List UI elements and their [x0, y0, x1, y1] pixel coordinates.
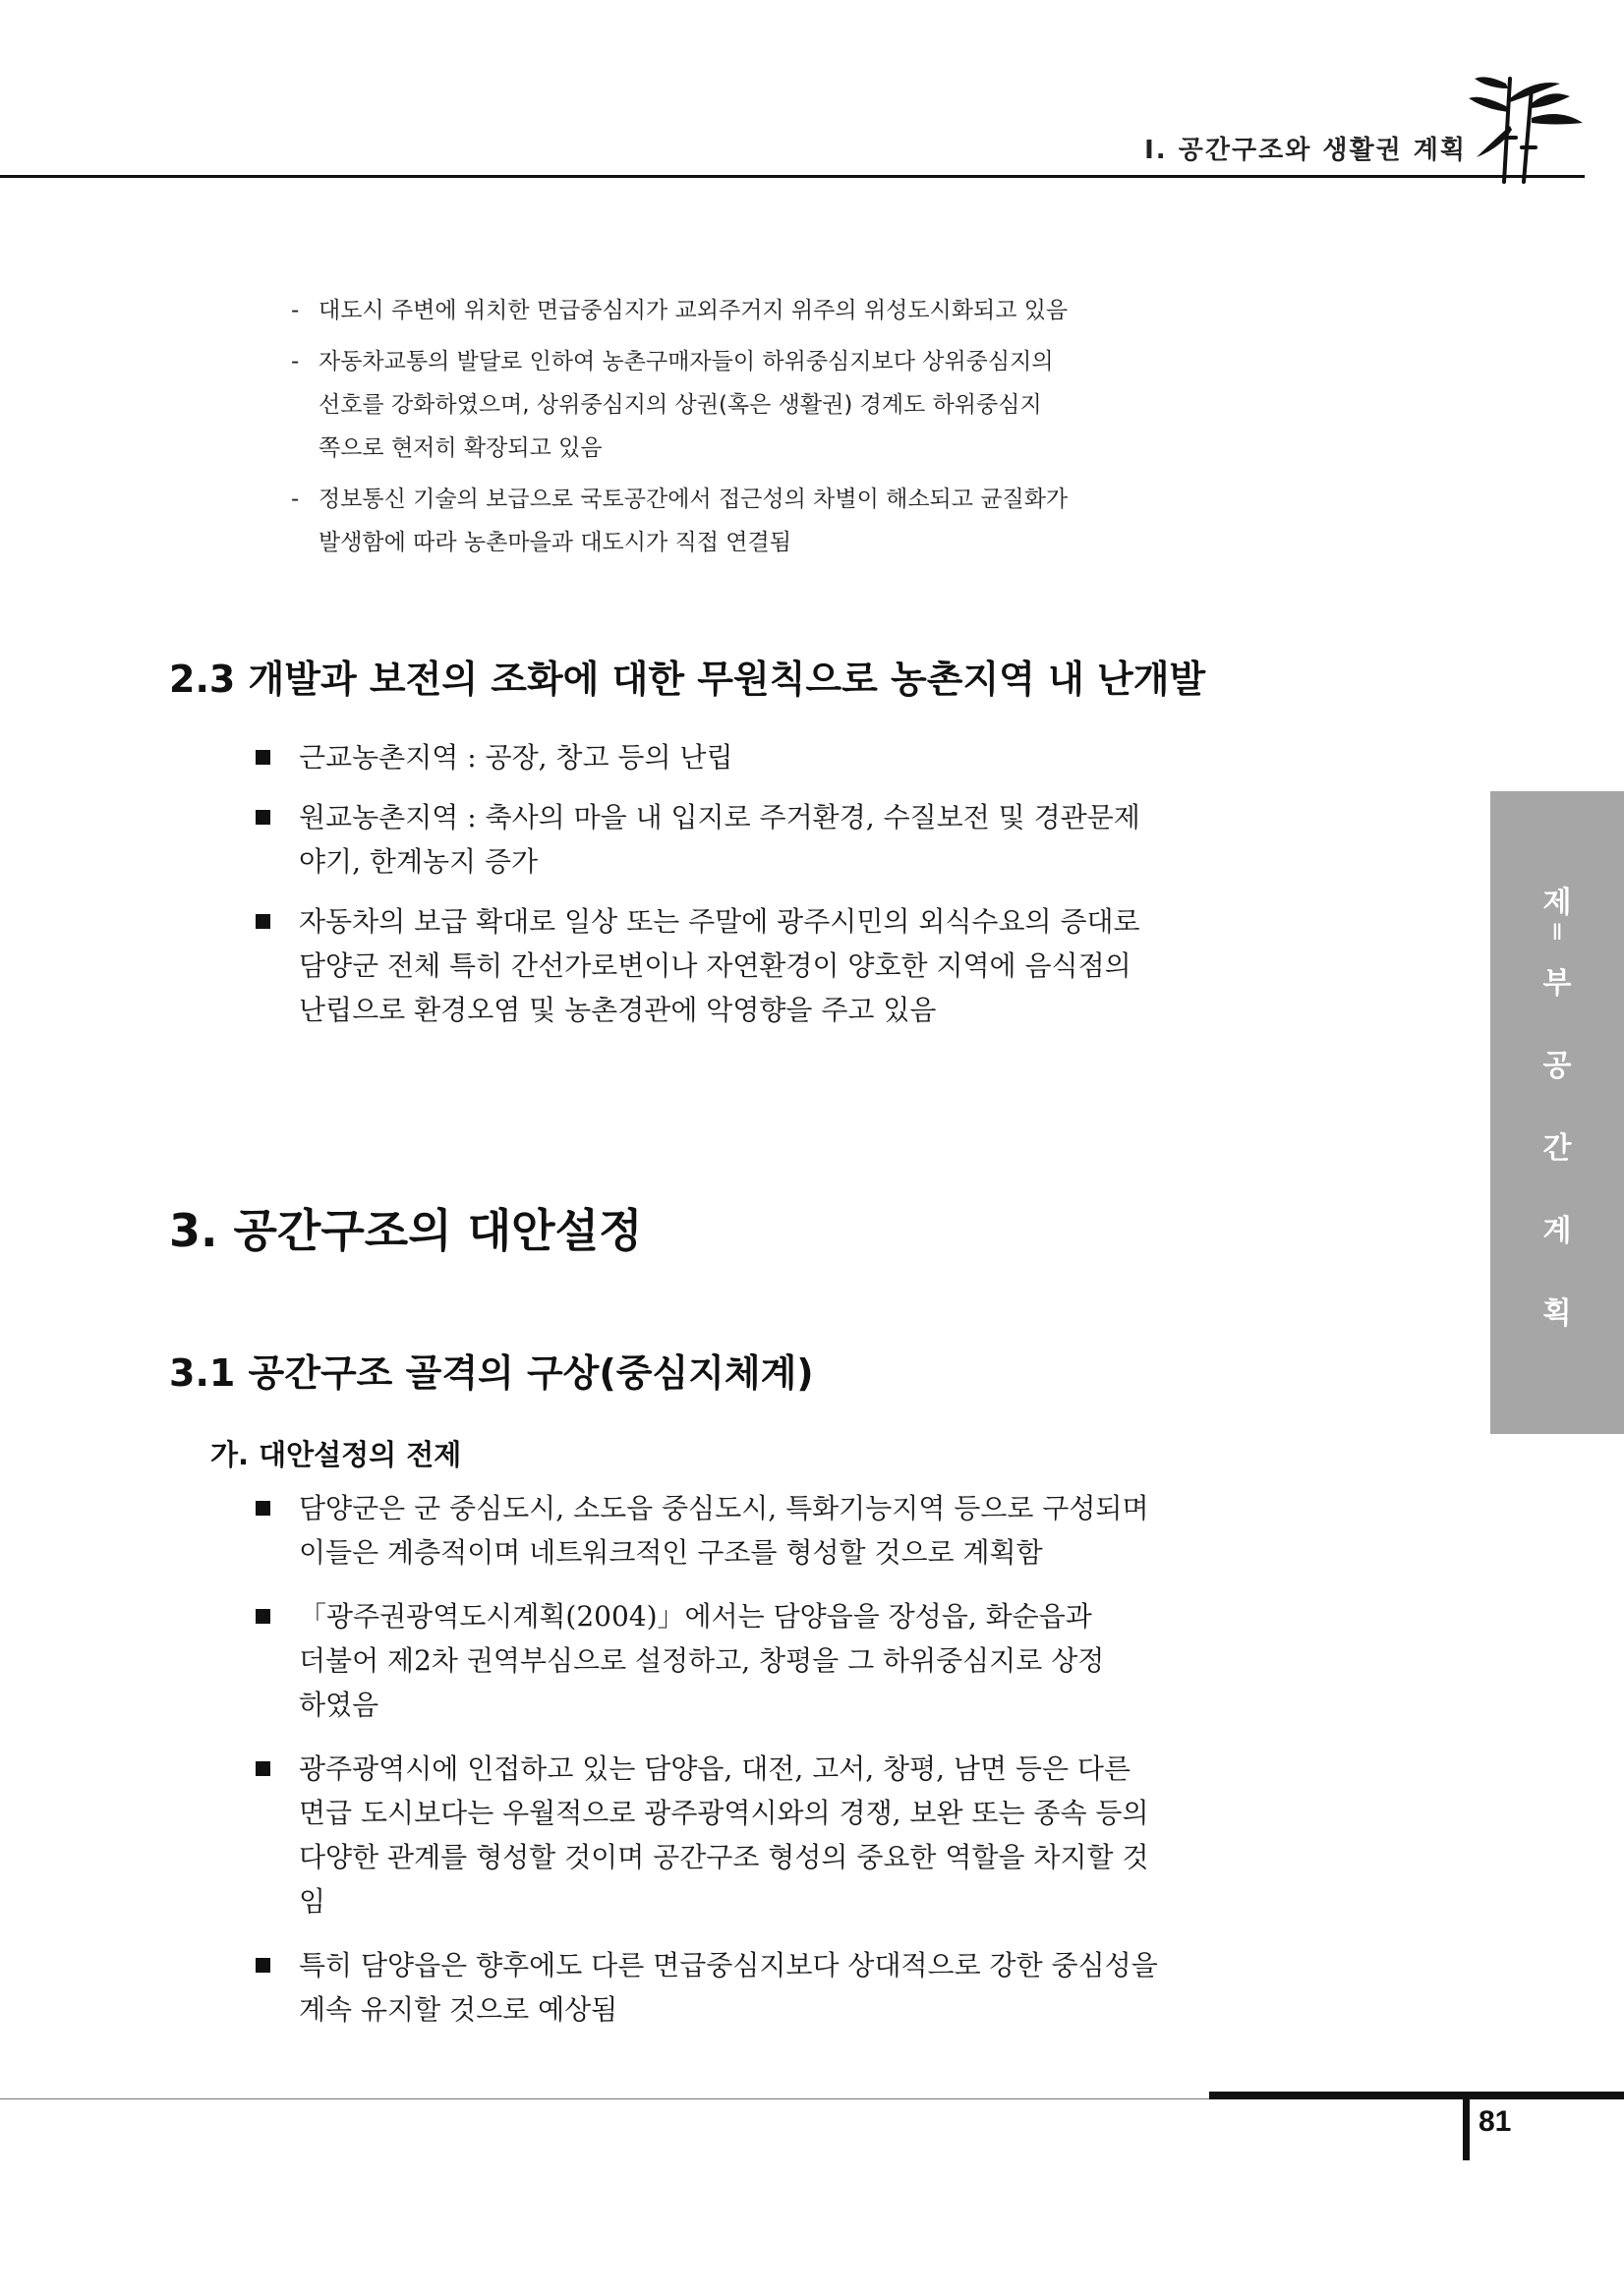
square-bullet-icon — [256, 914, 270, 929]
chapter-side-tab — [1490, 791, 1624, 1434]
side-tab-char: Ⅱ — [1551, 921, 1563, 946]
section-heading-3-1: 3.1 공간구조 골격의 구상(중심지체계) — [169, 1351, 814, 1395]
square-bullet-icon — [256, 1501, 270, 1516]
dash-list-item: - 정보통신 기술의 보급으로 국토공간에서 접근성의 차별이 해소되고 균질화가 발생함에 따라 농촌마을과 대도시가 직접 연결됨 — [291, 487, 1069, 555]
square-bullet-icon — [256, 750, 270, 765]
section-heading-3: 3. 공간구조의 대안설정 — [169, 1204, 643, 1257]
header-title: Ⅰ. 공간구조와 생활권 계획 — [1144, 136, 1467, 165]
bamboo-icon — [1467, 69, 1585, 187]
square-bullet-icon — [256, 810, 270, 825]
side-tab-char: 간 — [1542, 1131, 1572, 1166]
side-tab-char: 계 — [1542, 1214, 1572, 1248]
side-tab-char: 공 — [1542, 1049, 1572, 1083]
side-tab-char: 획 — [1542, 1296, 1572, 1331]
intro-dash-list — [291, 289, 1176, 572]
footer-rule — [0, 2098, 1209, 2099]
footer-thick-rule — [1209, 2092, 1624, 2099]
section-3-1-list — [254, 1486, 1168, 2032]
sub-heading: 가. 대안설정의 전제 — [210, 1438, 462, 1471]
footer-page-bar — [1463, 2092, 1470, 2160]
square-bullet-icon — [256, 1609, 270, 1624]
square-bullet-icon — [256, 1761, 270, 1776]
bullet-item: 광주광역시에 인접하고 있는 담양읍, 대전, 고서, 창평, 남면 등은 다른 면급 도시보다는 우월적으로 광주광역시와의 경쟁, 보완 또는 종속 등의 다양한 관계를 형성할 것이며 공간구조 형성의 중요한 역할을 차지할 것임 — [254, 1747, 1168, 1923]
bullet-item: 자동차의 보급 확대로 일상 또는 주말에 광주시민의 외식수요의 증대로 담양군 전체 특히 간선가로변이나 자연환경이 양호한 지역에 음식점의 난립으로 환경오염 및 농촌경관에 악영향을 주고 있음 — [254, 899, 1168, 1032]
bullet-item: 원교농촌지역 : 축사의 마을 내 입지로 주거환경, 수질보전 및 경관문제 야기, 한계농지 증가 — [254, 795, 1168, 884]
section-2-3-list — [254, 735, 1168, 1032]
header-rule — [0, 175, 1585, 178]
bullet-item: 특히 담양읍은 향후에도 다른 면급중심지보다 상대적으로 강한 중심성을 계속 유지할 것으로 예상됨 — [254, 1943, 1168, 2032]
square-bullet-icon — [256, 1958, 270, 1973]
side-tab-char: 제 — [1542, 886, 1572, 920]
section-heading-2-3: 2.3 개발과 보전의 조화에 대한 무원칙으로 농촌지역 내 난개발 — [169, 658, 1206, 701]
side-tab-char: 부 — [1542, 966, 1572, 1001]
dash-list-item: - 대도시 주변에 위치한 면급중심지가 교외주거지 위주의 위성도시화되고 있음 — [291, 298, 1069, 323]
dash-list-item: - 자동차교통의 발달로 인하여 농촌구매자들이 하위중심지보다 상위중심지의 선호를 강화하였으며, 상위중심지의 상권(혹은 생활권) 경계도 하위중심지 쪽으로 현저히 확장되고 있음 — [291, 349, 1054, 461]
bullet-item: 「광주권광역도시계획(2004)」에서는 담양읍을 장성읍, 화순읍과 더불어 제2차 권역부심으로 설정하고, 창평을 그 하위중심지로 상정 하였음 — [254, 1594, 1168, 1727]
bullet-item: 담양군은 군 중심도시, 소도읍 중심도시, 특화기능지역 등으로 구성되며 이들은 계층적이며 네트워크적인 구조를 형성할 것으로 계획함 — [254, 1486, 1168, 1575]
bullet-item: 근교농촌지역 : 공장, 창고 등의 난립 — [254, 735, 1168, 779]
page-number: 81 — [1479, 2105, 1512, 2138]
